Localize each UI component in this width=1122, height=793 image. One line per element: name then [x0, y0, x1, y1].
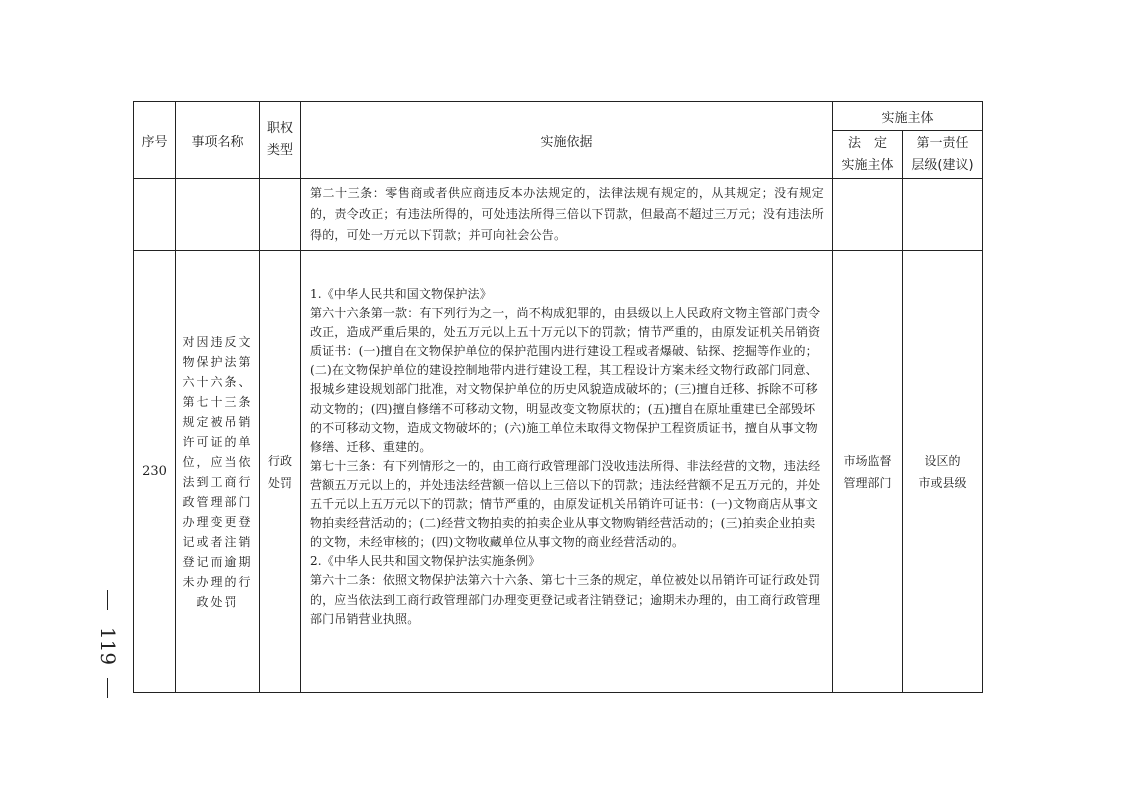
item-name-line: 许可证的单: [182, 434, 253, 449]
cell-item-name: [176, 251, 260, 693]
cell-basis: [301, 251, 833, 693]
header-legal-subject-line1: 法 定: [847, 135, 887, 151]
header-subject: 实施主体: [833, 102, 983, 131]
header-first-responsible-line1: 第一责任: [916, 135, 969, 151]
cell-type-empty: [260, 179, 301, 251]
header-basis: 实施依据: [301, 102, 833, 179]
header-legal-subject-line2: 实施主体: [841, 157, 894, 173]
cell-basis-continued: [301, 179, 833, 251]
item-name-line: 政处罚: [196, 594, 239, 609]
basis-article-62: 第六十二条：依照文物保护法第六十六条、第七十三条的规定，单位被处以吊销许可证行政处罚的，应当依法到工商行政管理部门办理变更登记或者注销登记；逾期未办理的，由工商行政管理部门吊销营业执照。: [310, 573, 821, 626]
table-row-continued: [134, 179, 983, 251]
page-number-text: 119: [96, 626, 120, 666]
table-row-230: [134, 251, 983, 693]
cell-seq: 230: [134, 251, 176, 693]
item-name-line: 第七十三条: [182, 394, 253, 409]
header-first-responsible: [903, 131, 983, 179]
page-number: [96, 590, 120, 700]
item-name-line: 位，应当依: [182, 454, 253, 469]
header-first-responsible-line2: 层级(建议): [911, 157, 974, 173]
header-authority-type: [260, 102, 301, 179]
cell-legal-empty: [833, 179, 903, 251]
header-legal-subject: [833, 131, 903, 179]
item-name-line: 法到工商行: [182, 474, 253, 489]
item-name-line: 对因违反文: [182, 334, 253, 349]
cell-seq-empty: [134, 179, 176, 251]
page-number-dash-bottom: [107, 678, 108, 698]
header-item-name: 事项名称: [176, 102, 260, 179]
item-name-line: 六十六条、: [182, 374, 253, 389]
authority-type-line: 处罚: [267, 475, 292, 490]
header-authority-type-line2: 类型: [266, 143, 293, 158]
first-responsible-line: 设区的: [924, 453, 961, 468]
header-seq: 序号: [134, 102, 176, 179]
item-name-line: 物保护法第: [182, 354, 253, 369]
legal-subject-line: 管理部门: [843, 475, 892, 490]
item-name-line: 政管理部门: [182, 494, 253, 509]
items-table: [133, 101, 983, 693]
cell-first-empty: [903, 179, 983, 251]
basis-law-title-1: 1.《中华人民共和国文物保护法》: [310, 287, 492, 301]
legal-subject-line: 市场监督: [843, 453, 892, 468]
basis-continued-text: 第二十三条：零售商或者供应商违反本办法规定的，法律法规有规定的，从其规定；没有规定的，责令改正；有违法所得的，可处违法所得三倍以下罚款，但最高不超过三万元；没有违法所得的，可处一万元以下罚款；并可向社会公告。: [310, 186, 824, 242]
cell-authority-type: [260, 251, 301, 693]
basis-law-title-2: 2.《中华人民共和国文物保护法实施条例》: [310, 554, 541, 569]
basis-article-66: 第六十六条第一款：有下列行为之一，尚不构成犯罪的，由县级以上人民政府文物主管部门责令改正，造成严重后果的，处五万元以上五十万元以下的罚款；情节严重的，由原发证机关吊销资质证书：(一)擅自在文物保护单位的保护范围内进行建设工程或者爆破、钻探、挖掘等作业的；(二)在文物保护单位的建设控制地带内进行建设工程，其工程设计方案未经文物行政部门同意、报城乡建设规划部门批准，对文物保护单位的历史风貌造成破坏的；(三)擅自迁移、拆除不可移动文物的；(四)擅自修缮不可移动文物，明显改变文物原状的；(五)擅自在原址重建已全部毁坏的不可移动文物，造成文物破坏的；(六)施工单位未取得文物保护工程资质证书，擅自从事文物修缮、迁移、重建的。: [310, 306, 821, 454]
item-name-line: 办理变更登: [182, 514, 253, 529]
item-name-line: 规定被吊销: [182, 414, 253, 429]
cell-legal-subject: [833, 251, 903, 693]
item-name-line: 未办理的行: [182, 574, 253, 589]
cell-name-empty: [176, 179, 260, 251]
cell-first-responsible: [903, 251, 983, 693]
first-responsible-line: 市或县级: [918, 475, 967, 490]
item-name-line: 登记而逾期: [182, 554, 253, 569]
page-number-dash-top: [107, 590, 108, 610]
authority-type-line: 行政: [267, 453, 292, 468]
header-authority-type-line1: 职权: [266, 121, 293, 136]
item-name-line: 记或者注销: [182, 534, 253, 549]
basis-article-73: 第七十三条：有下列情形之一的，由工商行政管理部门没收违法所得、非法经营的文物，违法经营额五万元以上的，并处违法经营额一倍以上三倍以下的罚款；违法经营额不足五万元的，并处五千元以上五万元以下的罚款；情节严重的，由原发证机关吊销许可证书：(一)文物商店从事文物拍卖经营活动的；(二)经营文物拍卖的拍卖企业从事文物购销经营活动的；(三)拍卖企业拍卖的文物，未经审核的；(四)文物收藏单位从事文物的商业经营活动的。: [310, 458, 821, 550]
